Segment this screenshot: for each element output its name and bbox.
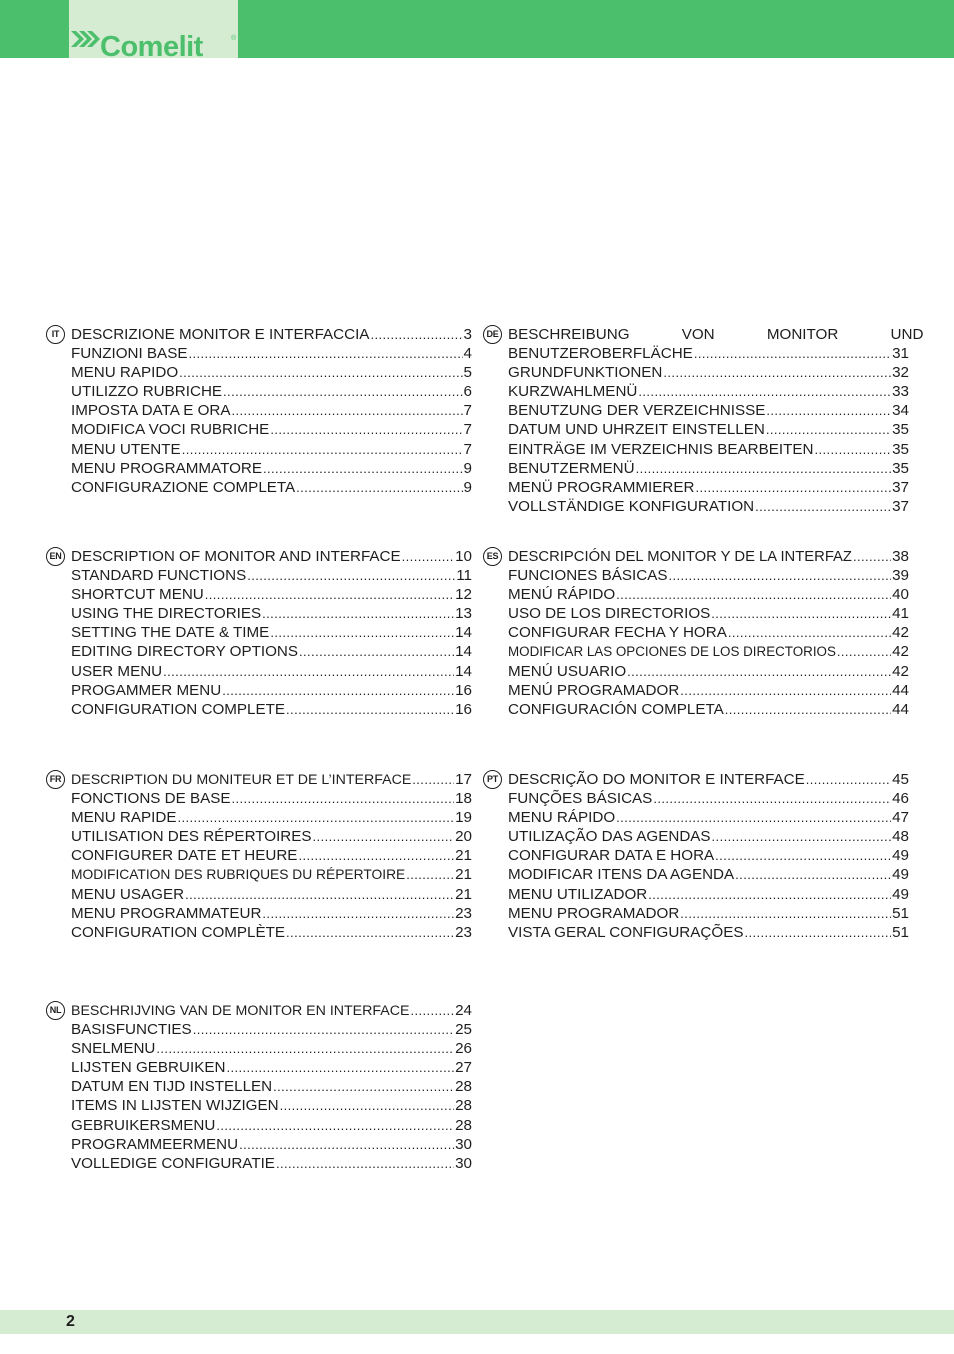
toc-entry[interactable]: MENU PROGRAMMATEUR ..... 23	[71, 904, 472, 923]
toc-entry[interactable]: VISTA GERAL CONFIGURAÇÕES ..... 51	[508, 923, 909, 942]
toc-entry[interactable]: MENU PROGRAMMATORE ..... 9	[71, 459, 472, 478]
footer-bar	[0, 1310, 954, 1334]
toc-entry[interactable]: MODIFICAR LAS OPCIONES DE LOS DIRECTORIOS ..... 42	[508, 642, 909, 661]
toc-entry[interactable]: MODIFICATION DES RUBRIQUES DU RÉPERTOIRE ..... 21	[71, 865, 472, 884]
toc-entry[interactable]: MODIFICAR ITENS DA AGENDA ..... 49	[508, 865, 909, 884]
toc-entry[interactable]: DESCRIÇÃO DO MONITOR E INTERFACE ..... 45	[508, 770, 909, 789]
toc-section-fr	[49, 770, 472, 942]
language-badge-es: ES	[483, 547, 502, 566]
toc-entry[interactable]: IMPOSTA DATA E ORA ..... 7	[71, 401, 472, 420]
toc-entry[interactable]: MENU RÁPIDO ..... 47	[508, 808, 909, 827]
toc-entry[interactable]: STANDARD FUNCTIONS ..... 11	[71, 566, 472, 585]
toc-entry[interactable]: CONFIGURACIÓN COMPLETA ..... 44	[508, 700, 909, 719]
toc-entry[interactable]: USER MENU ..... 14	[71, 662, 472, 681]
toc-entry[interactable]: DATUM UND UHRZEIT EINSTELLEN ..... 35	[508, 420, 909, 439]
toc-entry[interactable]: CONFIGURER DATE ET HEURE ..... 21	[71, 846, 472, 865]
toc-section-en	[49, 547, 472, 719]
toc-entry[interactable]: MENÜ PROGRAMMIERER ..... 37	[508, 478, 909, 497]
toc-section-de	[486, 325, 924, 516]
toc-entry[interactable]: BENUTZUNG DER VERZEICHNISSE ..... 34	[508, 401, 909, 420]
toc-entry[interactable]: MENU RAPIDO ..... 5	[71, 363, 472, 382]
toc-entry[interactable]: CONFIGURAZIONE COMPLETA ..... 9	[71, 478, 472, 497]
language-badge-en: EN	[46, 547, 65, 566]
toc-entry[interactable]: USING THE DIRECTORIES ..... 13	[71, 604, 472, 623]
toc-entry[interactable]: MENU RAPIDE ..... 19	[71, 808, 472, 827]
toc-entry[interactable]: MENÚ USUARIO ..... 42	[508, 662, 909, 681]
toc-entry[interactable]: SNELMENU ..... 26	[71, 1039, 472, 1058]
language-badge-nl: NL	[46, 1001, 65, 1020]
toc-section-es	[486, 547, 909, 719]
toc-entry[interactable]: ITEMS IN LIJSTEN WIJZIGEN ..... 28	[71, 1096, 472, 1115]
toc-entry[interactable]: BESCHREIBUNG VON MONITOR UND	[508, 326, 924, 343]
toc-entry[interactable]: VOLLEDIGE CONFIGURATIE ..... 30	[71, 1154, 472, 1173]
toc-entry[interactable]: FUNÇÕES BÁSICAS ..... 46	[508, 789, 909, 808]
toc-entry[interactable]: MODIFICA VOCI RUBRICHE ..... 7	[71, 420, 472, 439]
toc-entry[interactable]: UTILIZAÇÃO DAS AGENDAS ..... 48	[508, 827, 909, 846]
toc-entry[interactable]: MENU PROGRAMADOR ..... 51	[508, 904, 909, 923]
toc-entry[interactable]: CONFIGURAR DATA E HORA ..... 49	[508, 846, 909, 865]
svg-text:Comelit: Comelit	[100, 31, 203, 58]
toc-entry[interactable]: GRUNDFUNKTIONEN ..... 32	[508, 363, 909, 382]
toc-entry[interactable]: MENÚ RÁPIDO ..... 40	[508, 585, 909, 604]
toc-entry[interactable]: MENU UTENTE ..... 7	[71, 440, 472, 459]
language-badge-de: DE	[483, 325, 502, 344]
language-badge-it: IT	[46, 325, 65, 344]
language-badge-pt: PT	[483, 770, 502, 789]
page-number: 2	[66, 1313, 75, 1330]
toc-entry[interactable]: BASISFUNCTIES ..... 25	[71, 1020, 472, 1039]
toc-entry[interactable]: PROGAMMER MENU ..... 16	[71, 681, 472, 700]
toc-entry[interactable]: KURZWAHLMENÜ ..... 33	[508, 382, 909, 401]
toc-entry[interactable]: GEBRUIKERSMENU ..... 28	[71, 1116, 472, 1135]
toc-entry[interactable]: SETTING THE DATE & TIME ..... 14	[71, 623, 472, 642]
toc-entry[interactable]: CONFIGURAR FECHA Y HORA ..... 42	[508, 623, 909, 642]
toc-entry[interactable]: BESCHRIJVING VAN DE MONITOR EN INTERFACE ..... 24	[71, 1001, 472, 1020]
svg-text:®: ®	[231, 35, 237, 42]
toc-entry[interactable]: CONFIGURATION COMPLÈTE ..... 23	[71, 923, 472, 942]
toc-section-it	[51, 325, 472, 497]
comelit-logo-icon	[69, 0, 238, 58]
toc-entry[interactable]: LIJSTEN GEBRUIKEN ..... 27	[71, 1058, 472, 1077]
toc-entry[interactable]: MENÚ PROGRAMADOR ..... 44	[508, 681, 909, 700]
toc-entry[interactable]: FONCTIONS DE BASE ..... 18	[71, 789, 472, 808]
toc-entry[interactable]: DESCRIPCIÓN DEL MONITOR Y DE LA INTERFAZ ..... 38	[508, 547, 909, 566]
toc-entry[interactable]: MENU USAGER ..... 21	[71, 885, 472, 904]
toc-entry[interactable]: DATUM EN TIJD INSTELLEN ..... 28	[71, 1077, 472, 1096]
toc-entry[interactable]: UTILIZZO RUBRICHE ..... 6	[71, 382, 472, 401]
toc-section-nl	[49, 1001, 472, 1173]
toc-entry[interactable]: EINTRÄGE IM VERZEICHNIS BEARBEITEN ..... 35	[508, 440, 909, 459]
toc-entry[interactable]: BENUTZEROBERFLÄCHE ..... 31	[508, 344, 909, 363]
language-badge-fr: FR	[46, 770, 65, 789]
toc-entry[interactable]: SHORTCUT MENU ..... 12	[71, 585, 472, 604]
toc-entry[interactable]: FUNCIONES BÁSICAS ..... 39	[508, 566, 909, 585]
toc-entry[interactable]: EDITING DIRECTORY OPTIONS ..... 14	[71, 642, 472, 661]
toc-entry[interactable]: UTILISATION DES RÉPERTOIRES ..... 20	[71, 827, 472, 846]
toc-entry[interactable]: BENUTZERMENÜ ..... 35	[508, 459, 909, 478]
brand-logo	[69, 0, 238, 58]
toc-entry[interactable]: DESCRIZIONE MONITOR E INTERFACCIA ..... 3	[71, 325, 472, 344]
toc-entry[interactable]: USO DE LOS DIRECTORIOS ..... 41	[508, 604, 909, 623]
toc-entry[interactable]: DESCRIPTION OF MONITOR AND INTERFACE ..... 10	[71, 547, 472, 566]
toc-section-pt	[487, 770, 909, 942]
toc-entry[interactable]: PROGRAMMEERMENU ..... 30	[71, 1135, 472, 1154]
toc-entry[interactable]: MENU UTILIZADOR ..... 49	[508, 885, 909, 904]
toc-entry[interactable]: FUNZIONI BASE ..... 4	[71, 344, 472, 363]
toc-entry[interactable]: DESCRIPTION DU MONITEUR ET DE L’INTERFACE ..... 17	[71, 770, 472, 789]
toc-entry[interactable]: VOLLSTÄNDIGE KONFIGURATION ..... 37	[508, 497, 909, 516]
toc-entry[interactable]: CONFIGURATION COMPLETE ..... 16	[71, 700, 472, 719]
